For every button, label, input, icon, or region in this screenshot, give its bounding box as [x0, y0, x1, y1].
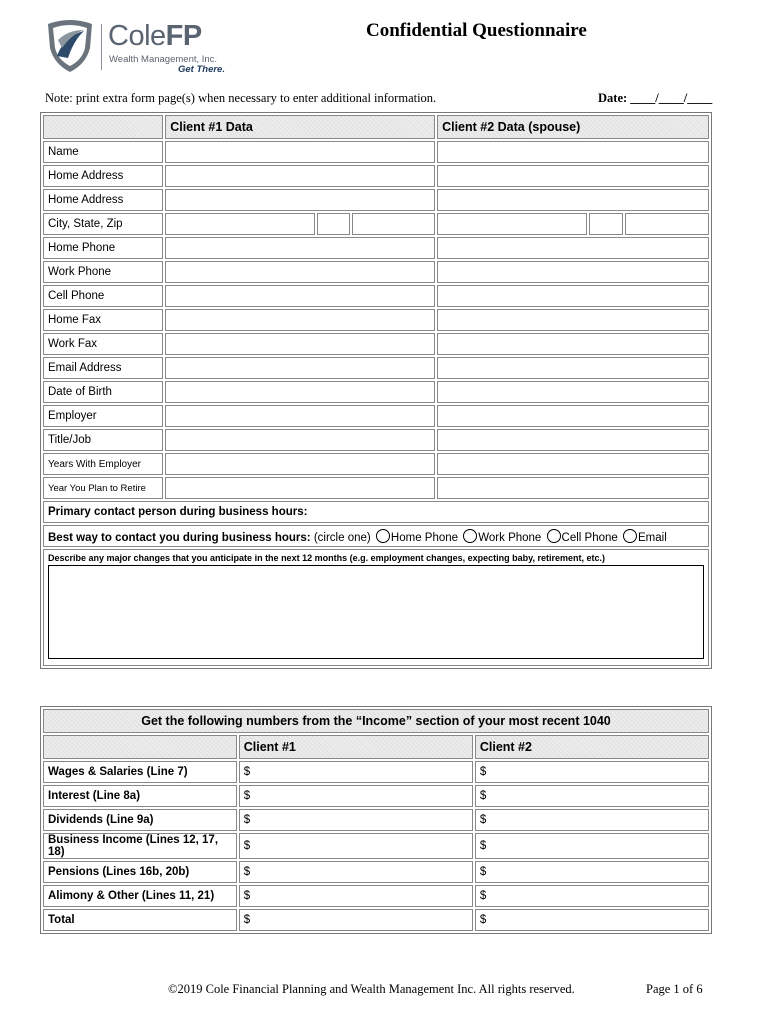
income-client2-header: Client #2	[475, 735, 709, 759]
describe-changes-cell	[43, 549, 709, 666]
client2-home-address-input[interactable]	[437, 165, 709, 187]
client1-employer-input[interactable]	[165, 405, 435, 427]
income-row-label: Wages & Salaries (Line 7)	[43, 761, 237, 783]
client2-home-phone-input[interactable]	[437, 237, 709, 259]
radio-home-phone[interactable]	[376, 529, 390, 543]
client1-wages-input[interactable]: $	[239, 761, 473, 783]
client2-header: Client #2 Data (spouse)	[437, 115, 709, 139]
client2-name-input[interactable]	[437, 141, 709, 163]
client2-work-phone-input[interactable]	[437, 261, 709, 283]
row-label: City, State, Zip	[43, 213, 163, 235]
client2-employer-input[interactable]	[437, 405, 709, 427]
brand-name-part2: FP	[165, 20, 202, 52]
income-table	[40, 706, 712, 934]
logo-divider	[101, 24, 102, 70]
describe-changes-textarea[interactable]	[48, 565, 704, 659]
income-corner	[43, 735, 237, 759]
client2-business-income-input[interactable]: $	[475, 833, 709, 859]
client1-home-address-input[interactable]	[165, 165, 435, 187]
client1-title-input[interactable]	[165, 429, 435, 451]
client2-retire-year-input[interactable]	[437, 477, 709, 499]
client1-state-input[interactable]	[317, 213, 350, 235]
brand-subtitle: Wealth Management, Inc.	[109, 54, 218, 65]
client-data-table	[40, 112, 712, 669]
client2-state-input[interactable]	[589, 213, 624, 235]
radio-cell-phone[interactable]	[547, 529, 561, 543]
client1-home-phone-input[interactable]	[165, 237, 435, 259]
row-label: Work Fax	[43, 333, 163, 355]
client2-home-address2-input[interactable]	[437, 189, 709, 211]
radio-work-phone[interactable]	[463, 529, 477, 543]
contact-method-row: Best way to contact you during business hours: (circle one) Home Phone Work Phone Cell Phone Email	[43, 525, 709, 547]
row-label: Home Address	[43, 189, 163, 211]
client1-city-input[interactable]	[165, 213, 315, 235]
form-note: Note: print extra form page(s) when necessary to enter additional information.	[45, 91, 437, 105]
client2-years-employer-input[interactable]	[437, 453, 709, 475]
client1-years-employer-input[interactable]	[165, 453, 435, 475]
row-label: Home Address	[43, 165, 163, 187]
row-label: Work Phone	[43, 261, 163, 283]
table-corner	[43, 115, 163, 139]
client1-cell-phone-input[interactable]	[165, 285, 435, 307]
client1-alimony-input[interactable]: $	[239, 885, 473, 907]
client2-pensions-input[interactable]: $	[475, 861, 709, 883]
client2-dividends-input[interactable]: $	[475, 809, 709, 831]
client2-title-input[interactable]	[437, 429, 709, 451]
client1-zip-input[interactable]	[352, 213, 436, 235]
brand-name-part1: Cole	[108, 20, 166, 52]
client1-retire-year-input[interactable]	[165, 477, 435, 499]
income-row-label: Dividends (Line 9a)	[43, 809, 237, 831]
client2-city-input[interactable]	[437, 213, 587, 235]
client1-work-phone-input[interactable]	[165, 261, 435, 283]
client1-work-fax-input[interactable]	[165, 333, 435, 355]
row-label: Home Phone	[43, 237, 163, 259]
client2-wages-input[interactable]: $	[475, 761, 709, 783]
date-field[interactable]: Date: ____/____/____	[598, 91, 713, 105]
income-heading: Get the following numbers from the “Income” section of your most recent 1040	[43, 709, 709, 733]
client2-interest-input[interactable]: $	[475, 785, 709, 807]
row-label: Home Fax	[43, 309, 163, 331]
row-label: Email Address	[43, 357, 163, 379]
client1-pensions-input[interactable]: $	[239, 861, 473, 883]
row-label: Employer	[43, 405, 163, 427]
row-label: Cell Phone	[43, 285, 163, 307]
describe-changes-label: Describe any major changes that you anticipate in the next 12 months (e.g. employment changes, expecting baby, retirement, etc.)	[48, 553, 605, 563]
income-client1-header: Client #1	[239, 735, 473, 759]
row-label: Name	[43, 141, 163, 163]
client1-home-fax-input[interactable]	[165, 309, 435, 331]
page-number: Page 1 of 6	[646, 982, 703, 996]
row-label: Years With Employer	[43, 453, 163, 475]
footer-copyright: ©2019 Cole Financial Planning and Wealth Management Inc. All rights reserved.	[168, 982, 575, 996]
row-label: Title/Job	[43, 429, 163, 451]
page-title: Confidential Questionnaire	[366, 20, 587, 41]
client1-dividends-input[interactable]: $	[239, 809, 473, 831]
income-row-label: Business Income (Lines 12, 17, 18)	[43, 833, 237, 859]
brand-name	[108, 20, 202, 53]
client2-dob-input[interactable]	[437, 381, 709, 403]
client1-business-income-input[interactable]: $	[239, 833, 473, 859]
client2-home-fax-input[interactable]	[437, 309, 709, 331]
income-row-label: Interest (Line 8a)	[43, 785, 237, 807]
radio-email[interactable]	[623, 529, 637, 543]
income-row-label: Total	[43, 909, 237, 931]
client1-interest-input[interactable]: $	[239, 785, 473, 807]
income-row-label: Pensions (Lines 16b, 20b)	[43, 861, 237, 883]
client1-email-input[interactable]	[165, 357, 435, 379]
client1-name-input[interactable]	[165, 141, 435, 163]
client2-zip-input[interactable]	[625, 213, 709, 235]
income-row-label: Alimony & Other (Lines 11, 21)	[43, 885, 237, 907]
primary-contact-field[interactable]: Primary contact person during business hours:	[43, 501, 709, 523]
client1-total-input[interactable]: $	[239, 909, 473, 931]
client1-header: Client #1 Data	[165, 115, 435, 139]
client2-alimony-input[interactable]: $	[475, 885, 709, 907]
colefp-logo-icon	[44, 18, 96, 74]
client1-dob-input[interactable]	[165, 381, 435, 403]
row-label: Date of Birth	[43, 381, 163, 403]
client1-home-address2-input[interactable]	[165, 189, 435, 211]
client2-cell-phone-input[interactable]	[437, 285, 709, 307]
client2-work-fax-input[interactable]	[437, 333, 709, 355]
client2-email-input[interactable]	[437, 357, 709, 379]
brand-tagline: Get There.	[178, 64, 225, 75]
row-label: Year You Plan to Retire	[43, 477, 163, 499]
client2-total-input[interactable]: $	[475, 909, 709, 931]
